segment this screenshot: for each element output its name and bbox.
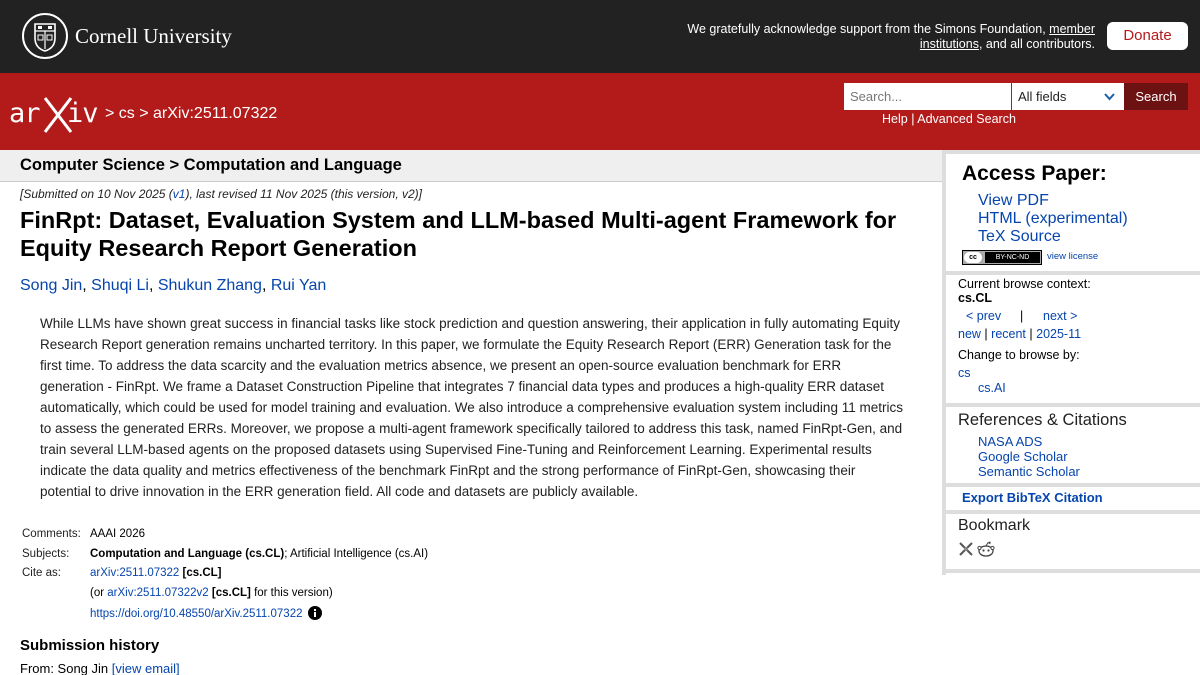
view-email-link[interactable]: [view email] [111, 661, 180, 675]
access-links [978, 192, 1128, 246]
prev-next-separator: | [1020, 309, 1024, 323]
submission-history-heading: Submission history [20, 637, 160, 654]
sidebar-top-border [946, 150, 1200, 154]
subject-heading-bar [0, 150, 942, 182]
next-link[interactable]: next > [1043, 309, 1078, 323]
recent-link[interactable]: recent [991, 327, 1026, 341]
cc-icon: cc [964, 252, 982, 263]
advanced-search-link[interactable]: Advanced Search [917, 112, 1016, 126]
browse-context-label: Current browse context: [958, 277, 1091, 291]
change-browse-label: Change to browse by: [958, 348, 1080, 362]
cornell-logo-link[interactable] [22, 13, 232, 59]
search-field-value: All fields [1018, 89, 1067, 104]
university-name: Cornell University [75, 23, 232, 48]
author-link[interactable]: Shuqi Li [91, 277, 149, 294]
sidebar-divider-4 [946, 510, 1200, 514]
google-scholar-link[interactable]: Google Scholar [978, 449, 1068, 464]
bookmark-heading: Bookmark [958, 517, 1031, 534]
cite-v2-link[interactable]: arXiv:2511.07322v2 [107, 587, 209, 599]
comments-value: AAAI 2026 [90, 528, 145, 540]
prev-link[interactable]: < prev [966, 309, 1002, 323]
info-icon[interactable] [308, 606, 322, 620]
chevron-down-icon [1103, 90, 1116, 103]
svg-text:iv: iv [67, 98, 98, 129]
sidebar-bottom-border [946, 569, 1200, 573]
subjects-value: Computation and Language (cs.CL); Artificial Intelligence (cs.AI) [90, 548, 429, 560]
semantic-scholar-link[interactable]: Semantic Scholar [978, 464, 1080, 479]
cornell-seal-icon [22, 13, 68, 59]
help-link[interactable]: Help [882, 112, 908, 126]
sidebar-divider-2 [946, 403, 1200, 407]
search-button[interactable]: Search [1124, 83, 1188, 110]
browse-cs-link[interactable]: cs [958, 366, 971, 380]
abstract-text: While LLMs have shown great success in financial tasks like stock prediction and question answering, their application in fully automating Equity Research Report generation remains uncharted territory. In this paper, we formulate the Equity Research Report (ERR) Generation task for the first time. To address the data scarcity and the evaluation metrics absence, we present an open-source evaluation benchmark for ERR generation - FinRpt. We frame a Dataset Construction Pipeline that integrates 7 financial data types and produces a high-quality ERR dataset automatically, which could be used for model training and evaluation. We also introduce a comprehensive evaluation system including 11 metrics to assess the generated ERRs. Moreover, we propose a multi-agent framework specifically tailored to address this task, named FinRpt-Gen, and train several LLM-based agents on the proposed datasets using Supervised Fine-Tuning and Reinforcement Learning. Experimental results indicate the data quality and metrics effectiveness of the benchmark FinRpt and the strong performance of FinRpt-Gen, showcasing their potential to drive innovation in the ERR generation field. All code and datasets are publicly available. [40, 316, 903, 499]
member-institutions-link[interactable]: member institutions [919, 22, 1095, 51]
license-type: BY-NC-ND [985, 252, 1040, 263]
submitter-line: From: Song Jin [view email] [20, 661, 180, 675]
support-acknowledgement: We gratefully acknowledge support from the Simons Foundation, member institutions, and all contributors. [687, 22, 1095, 51]
nasa-ads-link[interactable]: NASA ADS [978, 434, 1043, 449]
export-bibtex-link[interactable]: Export BibTeX Citation [962, 490, 1103, 505]
doi-row [22, 606, 522, 624]
cite-id-link[interactable]: arXiv:2511.07322 [90, 567, 180, 579]
top-bar [0, 0, 1200, 73]
subject-heading: Computer Science > Computation and Language [20, 156, 402, 174]
author-link[interactable]: Shukun Zhang [157, 277, 262, 294]
browse-csai-link[interactable]: cs.AI [978, 381, 1006, 395]
help-links: Help | Advanced Search [882, 112, 1016, 126]
donate-button[interactable]: Donate [1107, 22, 1188, 50]
html-experimental-link[interactable]: HTML (experimental) [978, 210, 1128, 227]
author-link[interactable]: Song Jin [20, 277, 83, 294]
sidebar-divider-3 [946, 483, 1200, 487]
view-pdf-link[interactable]: View PDF [978, 192, 1049, 209]
breadcrumb[interactable]: > cs > arXiv:2511.07322 [105, 105, 278, 122]
tex-source-link[interactable]: TeX Source [978, 228, 1061, 245]
cite-value: arXiv:2511.07322 [cs.CL] [90, 567, 222, 579]
search-field-select[interactable] [1012, 83, 1124, 110]
cite-row [22, 567, 522, 583]
v1-link[interactable]: v1 [172, 187, 186, 201]
author-link[interactable]: Rui Yan [270, 277, 327, 294]
search-input[interactable] [844, 83, 1011, 110]
arxiv-logo-icon [9, 92, 101, 134]
view-license-link[interactable]: view license [1047, 251, 1099, 262]
paper-title: FinRpt: Dataset, Evaluation System and LLM-based Multi-agent Framework for Equity Research Report Generation [20, 207, 897, 261]
browse-context-value: cs.CL [958, 291, 993, 305]
references-heading: References & Citations [958, 411, 1127, 429]
sidebar-divider-1 [946, 271, 1200, 275]
access-paper-heading: Access Paper: [962, 162, 1107, 185]
references-links [978, 434, 1080, 479]
reddit-icon[interactable] [977, 541, 995, 557]
doi-link[interactable]: https://doi.org/10.48550/arXiv.2511.07322 [90, 608, 303, 620]
new-link[interactable]: new [958, 327, 981, 341]
browse-list-links: new | recent | 2025-11 [958, 327, 1082, 341]
arxiv-logo[interactable] [9, 92, 101, 139]
subjects-row [22, 548, 522, 564]
submission-dates: [Submitted on 10 Nov 2025 (v1), last revised 11 Nov 2025 (this version, v2)] [20, 187, 422, 201]
month-link[interactable]: 2025-11 [1036, 327, 1082, 341]
bookmark-icons [958, 541, 995, 557]
comments-row [22, 528, 522, 544]
bibsonomy-icon[interactable] [958, 541, 974, 557]
svg-text:ar: ar [9, 98, 40, 129]
author-list: Song Jin, Shuqi Li, Shukun Zhang, Rui Yan [20, 277, 327, 294]
cite-label: Cite as: [22, 567, 61, 579]
cite-version-row: (or arXiv:2511.07322v2 [cs.CL] for this version) [90, 587, 333, 599]
subjects-label: Subjects: [22, 548, 70, 560]
cc-license-badge[interactable] [962, 250, 1042, 265]
comments-label: Comments: [22, 528, 81, 540]
